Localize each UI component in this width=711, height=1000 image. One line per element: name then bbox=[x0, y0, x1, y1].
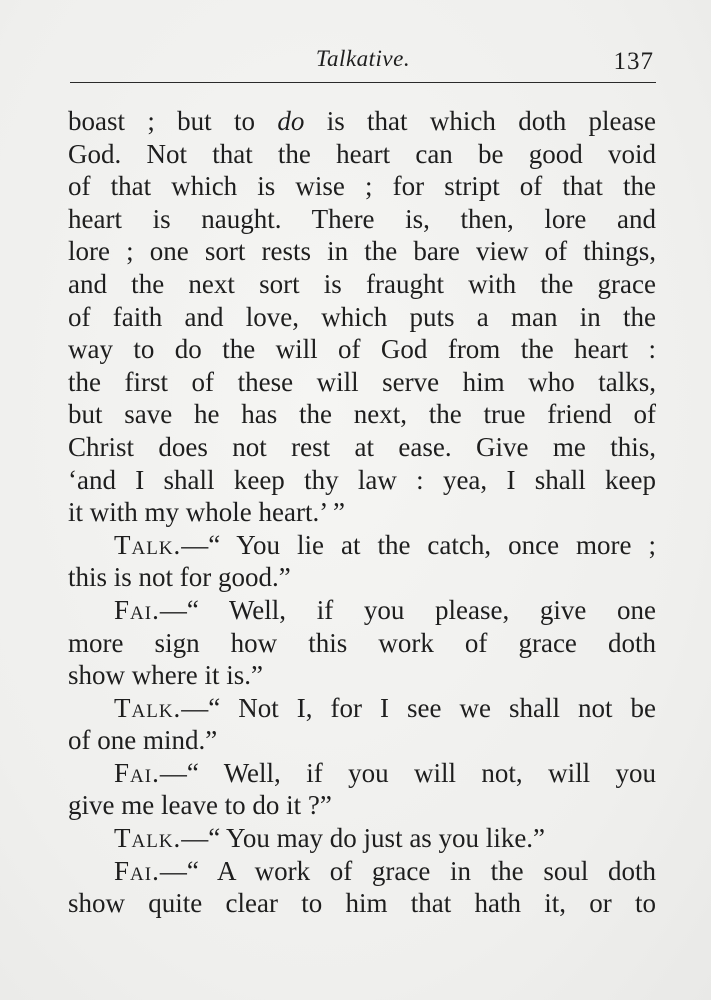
header-rule bbox=[70, 82, 656, 83]
text-line: and the next sort is fraught with the grace bbox=[68, 268, 656, 299]
text-line: Christ does not rest at ease. Give me this, bbox=[68, 431, 656, 462]
dialogue-line bbox=[68, 855, 656, 888]
dialogue-line bbox=[68, 692, 656, 725]
text-line bbox=[68, 105, 656, 138]
text-line: but save he has the next, the true friend of bbox=[68, 399, 656, 430]
text-line: lore ; one sort rests in the bare view of things, bbox=[68, 236, 656, 267]
dialogue-line bbox=[68, 757, 656, 790]
text-line: God. Not that the heart can be good void bbox=[68, 138, 656, 169]
dialogue-text: —“ You may do just as you like.” bbox=[181, 823, 546, 854]
body-text bbox=[68, 105, 656, 920]
text-line: of faith and love, which puts a man in the bbox=[68, 301, 656, 332]
text-line: show where it is.” bbox=[68, 660, 263, 691]
text-line: this is not for good.” bbox=[68, 562, 291, 593]
speaker-name: Talk. bbox=[114, 529, 182, 560]
speaker-name: Fai. bbox=[114, 757, 160, 788]
text-line: way to do the will of God from the heart : bbox=[68, 334, 656, 365]
text-line: show quite clear to him that hath it, or to bbox=[68, 888, 656, 919]
text-line: give me leave to do it ?” bbox=[68, 790, 332, 821]
page-number: 137 bbox=[613, 48, 654, 75]
text-line: the first of these will serve him who talks, bbox=[68, 366, 656, 397]
speaker-name: Talk. bbox=[114, 823, 182, 854]
text-line: it with my whole heart.’ ” bbox=[68, 497, 345, 528]
dialogue-text: —“ Not I, for I see we shall not be bbox=[181, 692, 656, 723]
speaker-name: Fai. bbox=[114, 855, 160, 886]
text-line: more sign how this work of grace doth bbox=[68, 627, 656, 658]
text-line: heart is naught. There is, then, lore and bbox=[68, 203, 656, 234]
speaker-name: Talk. bbox=[114, 692, 182, 723]
text-line: of that which is wise ; for stript of that the bbox=[68, 171, 656, 202]
speaker-name: Fai. bbox=[114, 594, 160, 625]
text-line: of one mind.” bbox=[68, 725, 218, 756]
text-line-segment: is that which doth please bbox=[304, 106, 656, 136]
running-title: Talkative. bbox=[315, 46, 411, 71]
dialogue-line bbox=[68, 822, 656, 855]
dialogue-text: —“ Well, if you please, give one bbox=[159, 594, 656, 625]
emphasized-word: do bbox=[277, 106, 305, 136]
dialogue-text: —“ A work of grace in the soul doth bbox=[159, 855, 656, 886]
text-line: ‘and I shall keep thy law : yea, I shall keep bbox=[68, 464, 656, 495]
running-head bbox=[68, 44, 658, 80]
dialogue-text: —“ Well, if you will not, will you bbox=[159, 757, 656, 788]
text-line-segment: boast ; but to bbox=[68, 106, 278, 136]
dialogue-text: —“ You lie at the catch, once more ; bbox=[181, 529, 656, 560]
dialogue-line bbox=[68, 529, 656, 562]
dialogue-line bbox=[68, 594, 656, 627]
